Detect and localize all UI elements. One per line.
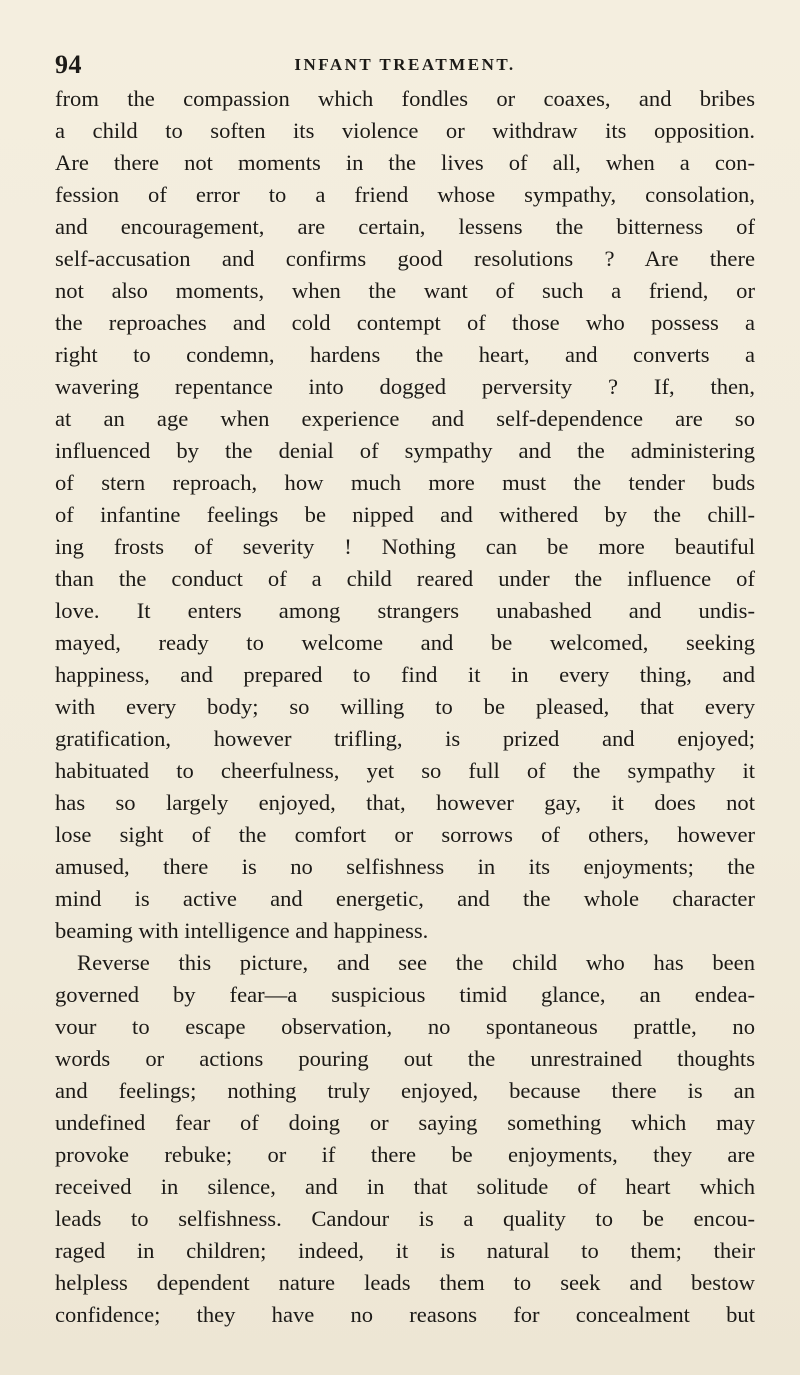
text-line: vour to escape observation, no spontaneous prattle, no xyxy=(55,1014,755,1039)
text-line: lose sight of the comfort or sorrows of others, however xyxy=(55,822,755,847)
text-line: mayed, ready to welcome and be welcomed, seeking xyxy=(55,630,755,655)
text-line: self-accusation and confirms good resolutions ? Are there xyxy=(55,246,755,271)
text-line: Are there not moments in the lives of all, when a con- xyxy=(55,150,755,175)
text-line: from the compassion which fondles or coaxes, and bribes xyxy=(55,86,755,111)
text-line: raged in children; indeed, it is natural to them; their xyxy=(55,1238,755,1263)
text-line: received in silence, and in that solitude of heart which xyxy=(55,1174,755,1199)
running-title: INFANT TREATMENT. xyxy=(294,55,516,74)
text-line: love. It enters among strangers unabashed and undis- xyxy=(55,598,755,623)
text-line: right to condemn, hardens the heart, and converts a xyxy=(55,342,755,367)
text-line: than the conduct of a child reared under the influence of xyxy=(55,566,755,591)
text-line: with every body; so willing to be pleased, that every xyxy=(55,694,755,719)
text-line: happiness, and prepared to find it in every thing, and xyxy=(55,662,755,687)
text-line: ing frosts of severity ! Nothing can be more beautiful xyxy=(55,534,755,559)
text-line: gratification, however trifling, is prized and enjoyed; xyxy=(55,726,755,751)
text-line: amused, there is no selfishness in its enjoyments; the xyxy=(55,854,755,879)
running-head xyxy=(55,50,755,80)
text-line: beaming with intelligence and happiness. xyxy=(55,918,429,943)
text-line: fession of error to a friend whose sympathy, consolation, xyxy=(55,182,755,207)
text-line: and feelings; nothing truly enjoyed, because there is an xyxy=(55,1078,755,1103)
text-line: has so largely enjoyed, that, however gay, it does not xyxy=(55,790,755,815)
text-line: confidence; they have no reasons for concealment but xyxy=(55,1302,755,1327)
paragraph-start-line: Reverse this picture, and see the child who has been xyxy=(77,950,755,975)
text-line: of infantine feelings be nipped and withered by the chill- xyxy=(55,502,755,527)
text-line: and encouragement, are certain, lessens the bitterness of xyxy=(55,214,755,239)
text-line: mind is active and energetic, and the whole character xyxy=(55,886,755,911)
text-line: a child to soften its violence or withdraw its opposition. xyxy=(55,118,755,143)
text-line: at an age when experience and self-dependence are so xyxy=(55,406,755,431)
page-number: 94 xyxy=(55,50,82,79)
text-line: habituated to cheerfulness, yet so full of the sympathy it xyxy=(55,758,755,783)
text-line: of stern reproach, how much more must the tender buds xyxy=(55,470,755,495)
text-line: helpless dependent nature leads them to seek and bestow xyxy=(55,1270,755,1295)
text-line: the reproaches and cold contempt of those who possess a xyxy=(55,310,755,335)
text-line: not also moments, when the want of such a friend, or xyxy=(55,278,755,303)
text-line: governed by fear—a suspicious timid glance, an endea- xyxy=(55,982,755,1007)
body-text xyxy=(55,83,755,1331)
text-line: wavering repentance into dogged perversity ? If, then, xyxy=(55,374,755,399)
text-line: influenced by the denial of sympathy and the administering xyxy=(55,438,755,463)
text-line: provoke rebuke; or if there be enjoyments, they are xyxy=(55,1142,755,1167)
text-line: undefined fear of doing or saying something which may xyxy=(55,1110,755,1135)
text-line: leads to selfishness. Candour is a quality to be encou- xyxy=(55,1206,755,1231)
text-line: words or actions pouring out the unrestrained thoughts xyxy=(55,1046,755,1071)
